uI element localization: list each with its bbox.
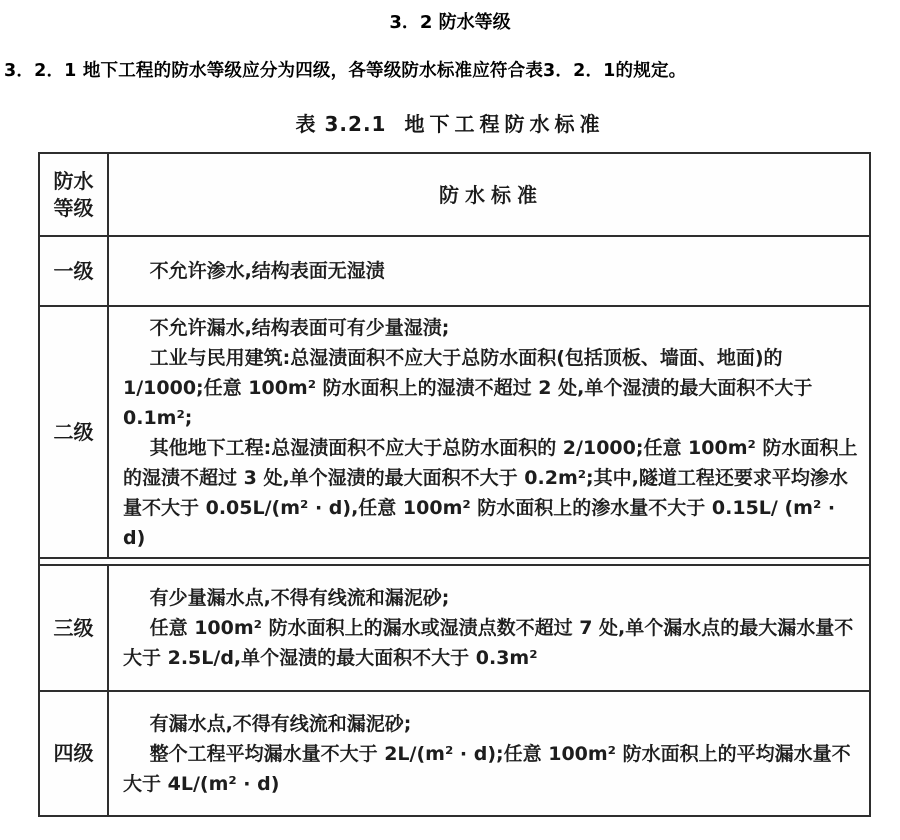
grade-2-label: 二级 [40,307,109,557]
grade-3-paragraph-1: 有少量漏水点,不得有线流和漏泥砂; [149,587,450,609]
grade-1-paragraph-1: 不允许渗水,结构表面无湿渍 [149,260,385,282]
grade-4-paragraph-1: 有漏水点,不得有线流和漏泥砂; [149,713,412,735]
grade-2-standard [109,307,869,557]
table-row-grade-3 [40,564,869,692]
grade-2-paragraph-2: 工业与民用建筑:总湿渍面积不应大于总防水面积(包括顶板、墙面、地面)的 1/1000;任意 100m² 防水面积上的湿渍不超过 2 处,单个湿渍的最大面积不大于 0.1m²; [123,347,813,429]
waterproof-standard-table [38,152,871,817]
header-standard-column [109,154,869,235]
grade-4-standard [109,692,869,815]
section-title: 3．2 防水等级 [389,12,511,33]
table-row-grade-2 [40,307,869,559]
grade-1-standard [109,237,869,305]
grade-2-paragraph-1: 不允许漏水,结构表面可有少量湿渍; [149,317,450,339]
header-grade-line1: 防水 [53,168,94,193]
table-row-grade-1 [40,237,869,307]
grade-1-label: 一级 [40,237,109,305]
grade-3-standard [109,566,869,690]
clause-3-2-1: 3．2．1 地下工程的防水等级应分为四级，各等级防水标准应符合表3．2．1的规定。 [4,61,687,81]
header-grade-column [40,154,109,235]
header-grade-line2: 等级 [53,195,94,220]
grade-4-label: 四级 [40,692,109,815]
table-caption-number: 表 3.2.1 [295,112,387,136]
grade-3-label: 三级 [40,566,109,690]
grade-4-paragraph-2: 整个工程平均漏水量不大于 2L/(m² · d);任意 100m² 防水面积上的平均漏水量不大于 4L/(m² · d) [123,743,851,795]
table-caption-title: 地下工程防水标准 [404,112,605,136]
table-caption [0,108,900,137]
table-row-grade-4 [40,692,869,815]
table-header-row [40,154,869,237]
header-standard-label: 防水标准 [439,182,543,207]
grade-3-paragraph-2: 任意 100m² 防水面积上的漏水或湿渍点数不超过 7 处,单个漏水点的最大漏水量不大于 2.5L/d,单个湿渍的最大面积不大于 0.3m² [123,617,854,669]
grade-2-paragraph-3: 其他地下工程:总湿渍面积不应大于总防水面积的 2/1000;任意 100m² 防水面积上的湿渍不超过 3 处,单个湿渍的最大面积不大于 0.2m²;其中,隧道工程还要求平均渗水量不大于 0.05L/(m² · d),任意 100m² 防水面积上的渗水量不大于 0.15L/ (m² · d) [123,437,858,549]
